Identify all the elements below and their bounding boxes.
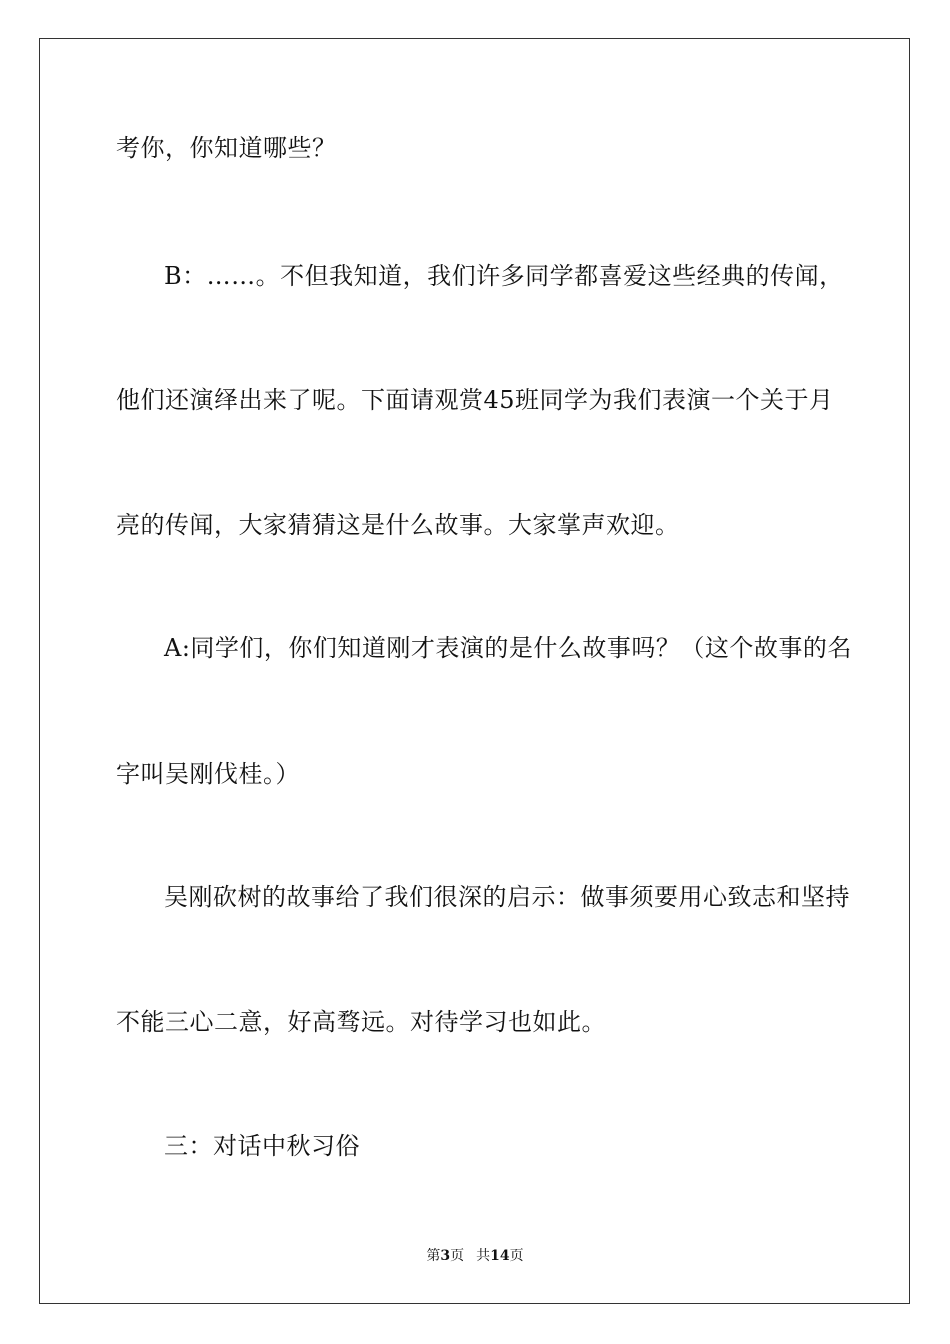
footer-total-prefix: 共 <box>476 1248 491 1264</box>
footer-total-suffix: 页 <box>509 1248 524 1264</box>
text-line-4: 亮的传闻，大家猜猜这是什么故事。大家掌声欢迎。 <box>116 511 680 539</box>
text-line-7: 吴刚砍树的故事给了我们很深的启示：做事须要用心致志和坚持 <box>164 883 850 911</box>
text-line-8: 不能三心二意，好高骛远。对待学习也如此。 <box>116 1008 606 1036</box>
text-line-5: A:同学们，你们知道刚才表演的是什么故事吗？（这个故事的名 <box>164 634 852 662</box>
text-line-9: 三：对话中秋习俗 <box>164 1132 360 1160</box>
text-line-1: 考你，你知道哪些？ <box>116 134 337 162</box>
text-line-3: 他们还演绎出来了呢。下面请观赏45班同学为我们表演一个关于月 <box>116 386 834 414</box>
text-line-2: B：……。不但我知道，我们许多同学都喜爱这些经典的传闻， <box>164 262 844 290</box>
footer-page-total: 14 <box>490 1248 510 1264</box>
text-line-6: 字叫吴刚伐桂。） <box>116 760 300 788</box>
page-footer <box>0 1247 950 1265</box>
footer-page-current: 3 <box>440 1248 451 1264</box>
footer-page-suffix: 页 <box>450 1248 465 1264</box>
footer-page-prefix: 第 <box>426 1248 441 1264</box>
page-border <box>39 38 910 1304</box>
